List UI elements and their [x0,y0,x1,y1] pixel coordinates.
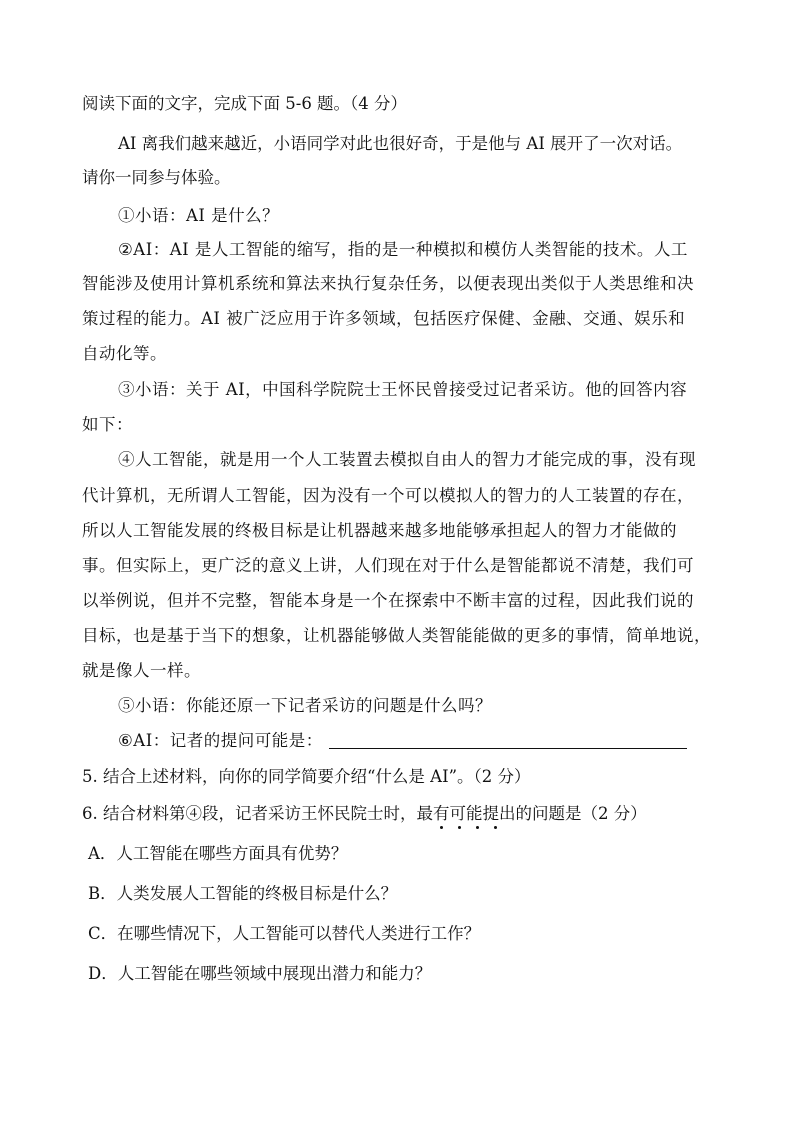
question-5: 5. 结合上述材料，向你的同学简要介绍“什么是 AI”。（2 分） [82,767,531,786]
dialogue-3-line-1: ③小语：关于 AI，中国科学院院士王怀民曾接受过记者采访。他的回答内容 [118,380,688,399]
answer-blank-line [329,747,687,749]
dialogue-4-line-4: 事。但实际上，更广泛的意义上讲，人们现在对于什么是智能都说不清楚，我们可 [82,556,694,575]
dialogue-4-line-6: 目标，也是基于当下的想象，让机器能够做人类智能能做的更多的事情，简单地说， [82,626,711,645]
intro-line-2: 请你一同参与体验。 [82,168,231,187]
dialogue-5: ⑤小语：你能还原一下记者采访的问题是什么吗？ [118,696,492,715]
dialogue-4-line-5: 以举例说，但并不完整，智能本身是一个在探索中不断丰富的过程，因此我们说的 [82,591,694,610]
dialogue-2-line-4: 自动化等。 [82,344,167,363]
emphasis-dots [438,826,500,832]
passage-instruction: 阅读下面的文字，完成下面 5-6 题。（4 分） [82,94,408,113]
emphasis-dot [458,826,461,829]
option-a: A．人工智能在哪些方面具有优势？ [88,844,348,863]
dialogue-2-line-2: 智能涉及使用计算机系统和算法来执行复杂任务，以便表现出类似于人类思维和决 [82,274,694,293]
dialogue-6-text: ⑥AI：记者的提问可能是： [118,731,323,750]
emphasis-dot [494,826,497,829]
emphasis-dot [440,826,443,829]
dialogue-1: ①小语：AI 是什么？ [118,206,280,225]
option-c: C．在哪些情况下，人工智能可以替代人类进行工作？ [88,924,481,943]
intro-line-1: AI 离我们越来越近，小语同学对此也很好奇，于是他与 AI 展开了一次对话。 [118,134,683,153]
option-b: B．人类发展人工智能的终极目标是什么？ [88,884,398,903]
dialogue-4-line-7: 就是像人一样。 [82,661,201,680]
dialogue-3-line-2: 如下： [82,415,133,434]
emphasis-dot [476,826,479,829]
option-d: D．人工智能在哪些领域中展现出潜力和能力？ [88,964,432,983]
dialogue-6 [118,731,687,751]
dialogue-4-line-2: 代计算机，无所谓人工智能，因为没有一个可以模拟人的智力的人工装置的存在， [82,486,694,505]
question-6: 6. 结合材料第④段，记者采访王怀民院士时，最有可能提出的问题是（2 分） [82,804,647,823]
dialogue-2-line-3: 策过程的能力。AI 被广泛应用于许多领域，包括医疗保健、金融、交通、娱乐和 [82,309,686,328]
dialogue-4-line-3: 所以人工智能发展的终极目标是让机器越来越多地能够承担起人的智力才能做的 [82,521,677,540]
dialogue-4-line-1: ④人工智能，就是用一个人工装置去模拟自由人的智力才能完成的事，没有现 [118,450,696,469]
dialogue-2-line-1: ②AI：AI 是人工智能的缩写，指的是一种模拟和模仿人类智能的技术。人工 [118,240,688,259]
